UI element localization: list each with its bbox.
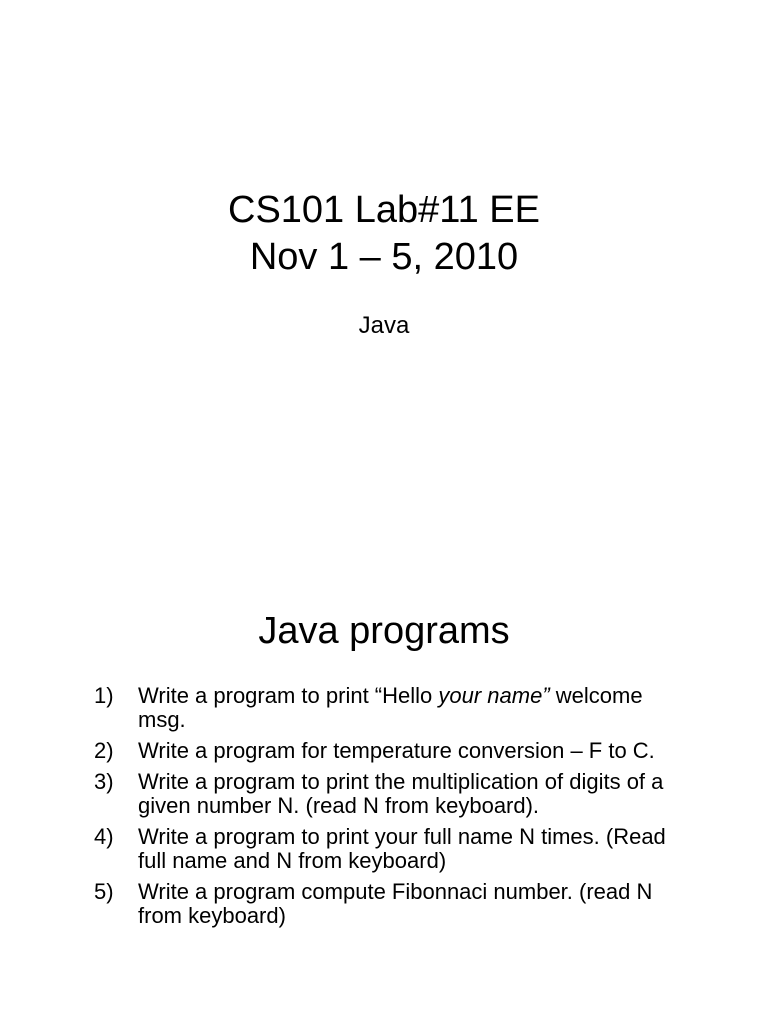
list-item [94,825,674,873]
item-number: 5) [94,879,114,904]
item-number: 2) [94,738,114,763]
list-item [94,880,674,928]
slide-title: CS101 Lab#11 EE [228,189,540,231]
item-text: Write a program for temperature conversion – F to C. [138,738,655,763]
content-slide [0,512,768,1024]
item-number: 1) [94,683,114,708]
task-list [94,684,674,935]
slide-date: Nov 1 – 5, 2010 [249,236,519,278]
item-text: Write a program compute Fibonnaci number. (read N from keyboard) [138,879,653,928]
item-text: Write a program to print your full name N times. (Read full name and N from keyboard) [138,824,666,873]
item-text-start: Write a program to print “Hello [138,683,439,708]
item-number: 4) [94,824,114,849]
item-text-emphasis: your name” [438,683,550,708]
list-item [94,684,674,732]
item-number: 3) [94,769,114,794]
item-text-end: welcome msg. [138,683,643,732]
item-text [138,683,643,732]
slide-subtitle: Java [358,312,410,339]
item-text: Write a program to print the multiplication of digits of a given number N. (read N from keyboard). [138,769,664,818]
content-slide-title: Java programs [258,610,510,652]
list-item [94,739,674,763]
list-item [94,770,674,818]
